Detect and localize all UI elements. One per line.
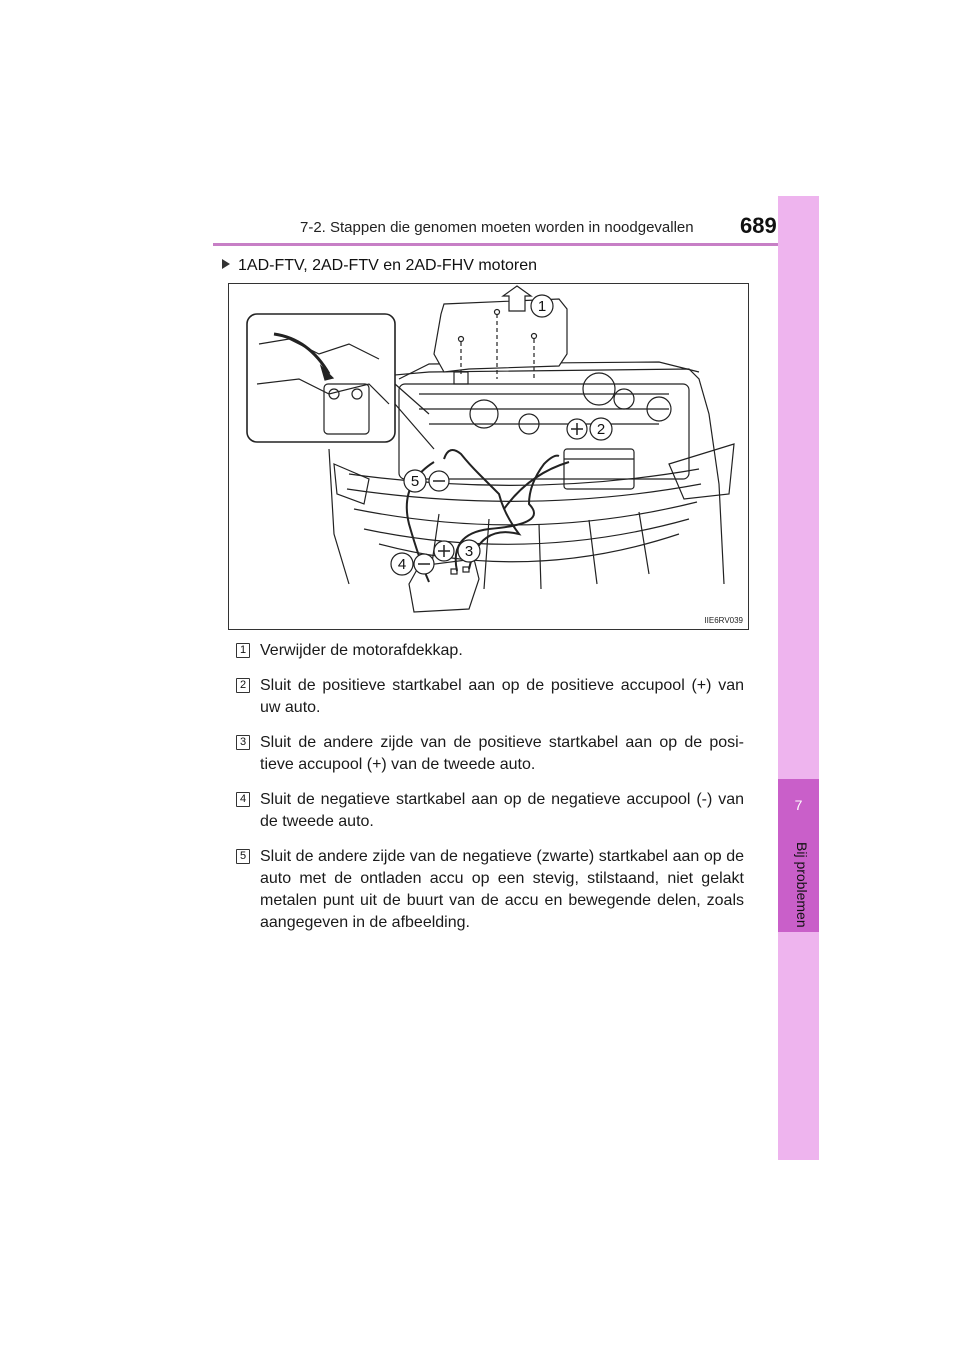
step-text: Verwijder de motorafdekkap.: [260, 642, 463, 659]
step-number: 1: [236, 643, 250, 658]
engine-illustration: [228, 283, 749, 630]
step-text: Sluit de negatieve startkabel aan op de negatieve accupool (-) van de tweede auto.: [260, 791, 744, 830]
chapter-title: Bij problemen: [794, 842, 810, 928]
step-number: 5: [236, 849, 250, 864]
header-divider: [213, 243, 819, 246]
triangle-bullet-icon: [222, 259, 230, 269]
figure-code: IIE6RV039: [704, 616, 743, 625]
header-section-title: 7-2. Stappen die genomen moeten worden in noodgevallen: [300, 219, 694, 236]
step-text: Sluit de andere zijde van de negatieve (zwarte) startkabel aan op de auto met de ontladen accu op een stevig, stilstaand, niet gelakt metalen punt uit de buurt van de accu en bewegende delen, zoals aangegeven in de afbeelding.: [260, 848, 744, 931]
callout-4: 4: [397, 556, 407, 573]
step-item: [236, 675, 744, 719]
sidebar-band: [778, 196, 819, 1160]
step-item: [236, 732, 744, 776]
callout-5: 5: [410, 473, 420, 490]
callout-1: 1: [537, 298, 547, 315]
chapter-number: 7: [794, 797, 803, 813]
step-text: Sluit de positieve startkabel aan op de positieve accupool (+) van uw auto.: [260, 677, 744, 716]
engine-drawing: [229, 284, 749, 630]
step-item: [236, 846, 744, 934]
callout-2: 2: [596, 421, 606, 438]
step-number: 4: [236, 792, 250, 807]
step-number: 3: [236, 735, 250, 750]
step-item: [236, 640, 744, 662]
step-item: [236, 789, 744, 833]
step-number: 2: [236, 678, 250, 693]
page-number: 689: [740, 213, 777, 238]
section-heading-text: 1AD-FTV, 2AD-FTV en 2AD-FHV motoren: [238, 257, 538, 274]
step-text: Sluit de andere zijde van de positieve startkabel aan op de posi-tieve accupool (+) van de tweede auto.: [260, 734, 744, 773]
section-heading: [222, 257, 537, 275]
callout-3: 3: [464, 543, 474, 560]
step-list: [236, 640, 744, 947]
